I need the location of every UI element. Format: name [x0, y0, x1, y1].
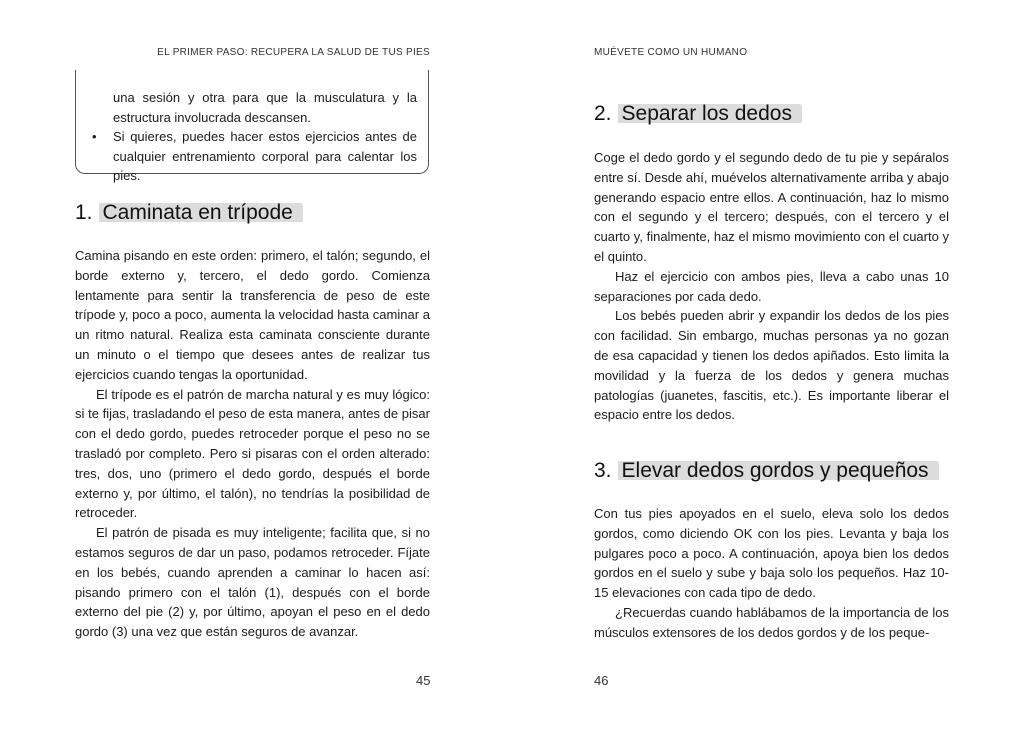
running-head: EL PRIMER PASO: RECUPERA LA SALUD DE TUS PIES	[157, 47, 430, 58]
section-number: 2.	[594, 102, 612, 125]
paragraph: Coge el dedo gordo y el segundo dedo de tu pie y sepáralos entre sí. Desde ahí, muévelos alternativamente arriba y abajo generando espacio entre ellos. A continuación, haz lo mismo con el segundo y el tercero; después, con el tercero y el cuarto y, finalmente, haz el mismo movimiento con el cuarto y el quinto.	[594, 150, 949, 264]
paragraph: El patrón de pisada es muy inteligente; facilita que, si no estamos seguros de dar un paso, podamos retroceder. Fíjate en los bebés, cuando aprenden a caminar lo hacen así: pisando primero con el talón (1), después con el borde externo del pie (2) y, por último, apoyan el peso en el dedo gordo (3) una vez que están seguros de avanzar.	[75, 525, 430, 640]
paragraph: ¿Recuerdas cuando hablábamos de la importancia de los músculos extensores de los dedos gordos y de los peque-	[594, 604, 949, 640]
page-number: 45	[416, 673, 431, 688]
paragraph: Haz el ejercicio con ambos pies, lleva a cabo unas 10 separaciones por cada dedo.	[594, 268, 949, 304]
section-1-body	[75, 246, 430, 642]
section-heading-1	[75, 201, 303, 225]
section-heading-2	[594, 102, 802, 126]
callout-bullet-item	[92, 127, 417, 186]
paragraph: Camina pisando en este orden: primero, el talón; segundo, el borde externo y, tercero, el dedo gordo. Comienza lentamente para sentir la transferencia de peso de este trípode y, poco a poco, aumenta la velocidad hasta caminar a un ritmo natural. Realiza esta caminata consciente durante un minuto o el tiempo que desees antes de realizar tus ejercicios cuando tengas la oportunidad.	[75, 248, 430, 382]
section-2-body	[594, 148, 949, 425]
callout-continued-text: una sesión y otra para que la musculatura y la estructura involucrada descansen.	[113, 90, 417, 125]
callout-bullet-text: Si quieres, puedes hacer estos ejercicios antes de cualquier entrenamiento corporal para calentar los pies.	[113, 129, 417, 183]
paragraph: Los bebés pueden abrir y expandir los dedos de los pies con facilidad. Sin embargo, muchas personas ya no gozan de esa capacidad y tienen los dedos apiñados. Esto limita la movilidad y la fuerza de los dedos y genera muchas patologías (juanetes, fascitis, etc.). Es importante liberar el espacio entre los dedos.	[594, 308, 949, 423]
paragraph: Con tus pies apoyados en el suelo, eleva solo los dedos gordos, como diciendo OK con los pies. Levanta y baja los pulgares poco a poco. A continuación, apoya bien los dedos gordos en el suelo y sube y baja solo los pequeños. Haz 10-15 elevaciones con cada tipo de dedo.	[594, 506, 949, 601]
paragraph: El trípode es el patrón de marcha natural y es muy lógico: si te fijas, trasladando el peso de esta manera, antes de pisar con el dedo gordo, puedes retroceder porque el peso no se trasladó por completo. Pero si pisaras con el orden alterado: tres, dos, uno (primero el dedo gordo, después el borde externo y, por último, el talón), no tendrías la posibilidad de retroceder.	[75, 386, 430, 521]
running-head: MUÉVETE COMO UN HUMANO	[594, 47, 748, 58]
section-number: 3.	[594, 459, 612, 482]
section-heading-3	[594, 459, 939, 483]
section-number: 1.	[75, 201, 93, 224]
section-title: Separar los dedos	[618, 102, 802, 125]
section-title: Caminata en trípode	[99, 201, 303, 224]
page-number: 46	[594, 673, 609, 688]
section-3-body	[594, 504, 949, 643]
bullet-icon: •	[92, 129, 97, 144]
section-title: Elevar dedos gordos y pequeños	[618, 459, 939, 482]
